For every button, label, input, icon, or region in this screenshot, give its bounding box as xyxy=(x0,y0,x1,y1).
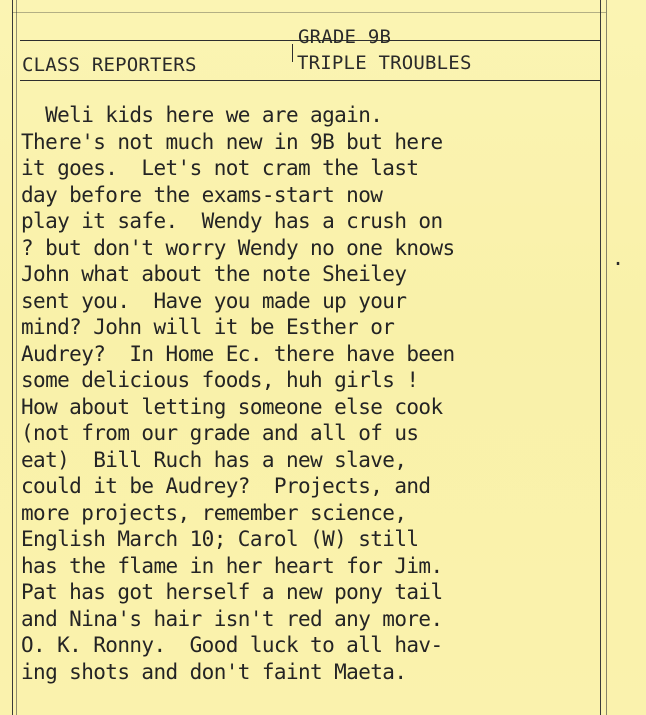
header-divider-tick xyxy=(292,44,293,62)
article-line: some delicious foods, huh girls ! xyxy=(21,368,419,392)
article-line: (not from our grade and all of us xyxy=(21,421,419,445)
article-body xyxy=(21,102,606,685)
left-column-rule xyxy=(12,0,13,715)
article-line: has the flame in her heart for Jim. xyxy=(21,553,443,578)
article-line: and Nina's hair isn't red any more. xyxy=(21,606,443,631)
article-line: more projects, remember science, xyxy=(21,500,407,525)
article-line: play it safe. Wendy has a crush on xyxy=(21,209,443,233)
article-line: How about letting someone else cook xyxy=(21,394,443,419)
article-line: mind? John will it be Esther or xyxy=(21,315,395,339)
grade-heading: GRADE 9B xyxy=(298,26,392,48)
article-line: O. K. Ronny. Good luck to all hav- xyxy=(21,633,443,657)
article-line: Audrey? In Home Ec. there have been xyxy=(21,341,455,366)
article-line: Weli kids here we are again. xyxy=(21,103,383,127)
article-line: eat) Bill Ruch has a new slave, xyxy=(21,447,407,472)
article-line: day before the exams-start now xyxy=(21,182,383,207)
section-label: CLASS REPORTERS xyxy=(22,54,197,76)
top-edge-rule xyxy=(12,12,606,13)
article-line: John what about the note Sheiley xyxy=(21,262,407,286)
article-line: ing shots and don't faint Maeta. xyxy=(21,659,407,684)
article-line: There's not much new in 9B but here xyxy=(21,129,443,154)
article-line: it goes. Let's not cram the last xyxy=(21,156,419,180)
right-column-rule-outer xyxy=(606,0,607,715)
article-line: could it be Audrey? Projects, and xyxy=(21,474,431,498)
article-line: sent you. Have you made up your xyxy=(21,288,407,313)
left-column-rule-faint xyxy=(16,0,17,715)
article-line: English March 10; Carol (W) still xyxy=(21,527,419,551)
article-line: Pat has got herself a new pony tail xyxy=(21,580,443,604)
column-title: TRIPLE TROUBLES xyxy=(297,52,472,74)
article-line: ? but don't worry Wendy no one knows xyxy=(21,235,455,260)
header-underline xyxy=(20,80,600,81)
margin-mark: . xyxy=(612,246,625,270)
